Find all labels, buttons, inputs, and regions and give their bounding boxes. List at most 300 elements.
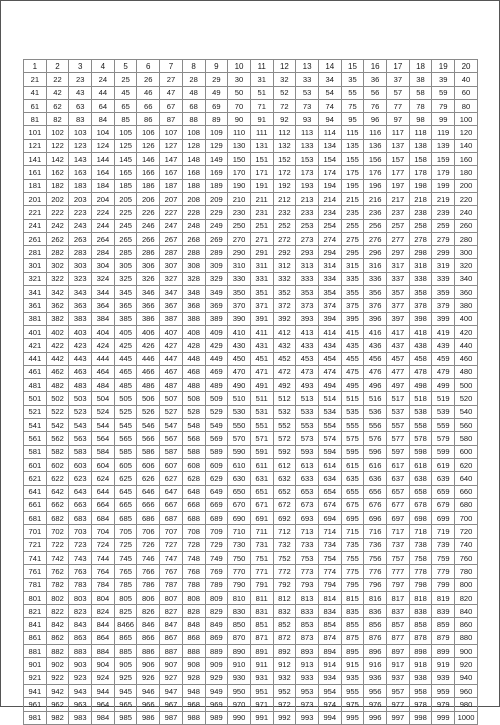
- number-cell: 104: [92, 126, 115, 139]
- number-cell: 971: [250, 698, 273, 711]
- number-cell: 404: [92, 325, 115, 338]
- number-cell: 214: [318, 192, 341, 205]
- number-cell: 838: [409, 605, 432, 618]
- number-cell: 612: [273, 458, 296, 471]
- number-cell: 425: [114, 339, 137, 352]
- number-cell: 908: [182, 658, 205, 671]
- number-cell: 216: [364, 192, 387, 205]
- number-cell: 491: [250, 379, 273, 392]
- number-cell: 563: [69, 432, 92, 445]
- number-cell: 413: [296, 325, 319, 338]
- number-cell: 530: [228, 405, 251, 418]
- number-cell: 398: [409, 312, 432, 325]
- number-cell: 402: [46, 325, 69, 338]
- number-cell: 486: [137, 379, 160, 392]
- number-cell: 431: [250, 339, 273, 352]
- grid-row: [24, 139, 478, 152]
- number-cell: 360: [455, 286, 478, 299]
- number-cell: 154: [318, 153, 341, 166]
- number-cell: 261: [24, 232, 47, 245]
- number-cell: 979: [432, 698, 455, 711]
- number-cell: 890: [228, 645, 251, 658]
- number-cell: 743: [69, 551, 92, 564]
- number-cell: 697: [387, 512, 410, 525]
- number-cell: 813: [296, 591, 319, 604]
- number-cell: 281: [24, 246, 47, 259]
- number-cell: 748: [182, 551, 205, 564]
- number-cell: 945: [114, 684, 137, 697]
- number-cell: 378: [409, 299, 432, 312]
- number-cell: 659: [432, 485, 455, 498]
- grid-row: [24, 419, 478, 432]
- number-cell: 793: [296, 578, 319, 591]
- number-cell: 747: [160, 551, 183, 564]
- number-cell: 571: [250, 432, 273, 445]
- number-cell: 357: [387, 286, 410, 299]
- number-cell: 376: [364, 299, 387, 312]
- number-cell: 133: [296, 139, 319, 152]
- number-cell: 170: [228, 166, 251, 179]
- number-cell: 463: [69, 365, 92, 378]
- number-cell: 177: [387, 166, 410, 179]
- number-cell: 98: [409, 113, 432, 126]
- number-cell: 511: [250, 392, 273, 405]
- number-cell: 368: [182, 299, 205, 312]
- number-cell: 315: [341, 259, 364, 272]
- grid-row: [24, 286, 478, 299]
- number-cell: 580: [455, 432, 478, 445]
- number-cell: 791: [250, 578, 273, 591]
- number-cell: 952: [273, 684, 296, 697]
- number-cell: 173: [296, 166, 319, 179]
- number-cell: 59: [432, 86, 455, 99]
- number-cell: 409: [205, 325, 228, 338]
- number-cell: 304: [92, 259, 115, 272]
- number-cell: 235: [341, 206, 364, 219]
- number-cell: 194: [318, 179, 341, 192]
- number-cell: 713: [296, 525, 319, 538]
- number-cell: 367: [160, 299, 183, 312]
- number-cell: 968: [182, 698, 205, 711]
- number-cell: 986: [137, 711, 160, 724]
- number-cell: 524: [92, 405, 115, 418]
- number-cell: 423: [69, 339, 92, 352]
- number-cell: 150: [228, 153, 251, 166]
- number-cell: 622: [46, 472, 69, 485]
- number-cell: 118: [409, 126, 432, 139]
- grid-body: [24, 60, 478, 725]
- number-cell: 238: [409, 206, 432, 219]
- number-cell: 384: [92, 312, 115, 325]
- number-cell: 244: [92, 219, 115, 232]
- number-cell: 338: [409, 272, 432, 285]
- number-cell: 974: [318, 698, 341, 711]
- number-cell: 677: [387, 498, 410, 511]
- number-cell: 637: [387, 472, 410, 485]
- number-cell: 672: [273, 498, 296, 511]
- number-cell: 289: [205, 246, 228, 259]
- number-cell: 347: [160, 286, 183, 299]
- number-cell: 266: [137, 232, 160, 245]
- number-cell: 278: [409, 232, 432, 245]
- number-cell: 253: [296, 219, 319, 232]
- number-cell: 13: [296, 60, 319, 73]
- number-cell: 932: [273, 671, 296, 684]
- number-cell: 998: [409, 711, 432, 724]
- number-cell: 893: [296, 645, 319, 658]
- number-cell: 197: [387, 179, 410, 192]
- number-cell: 334: [318, 272, 341, 285]
- number-cell: 148: [182, 153, 205, 166]
- number-cell: 139: [432, 139, 455, 152]
- number-cell: 850: [228, 618, 251, 631]
- number-cell: 872: [273, 631, 296, 644]
- number-cell: 490: [228, 379, 251, 392]
- number-cell: 800: [455, 578, 478, 591]
- grid-row: [24, 698, 478, 711]
- number-cell: 259: [432, 219, 455, 232]
- number-cell: 286: [137, 246, 160, 259]
- number-cell: 614: [318, 458, 341, 471]
- number-cell: 907: [160, 658, 183, 671]
- number-cell: 160: [455, 153, 478, 166]
- number-cell: 69: [205, 99, 228, 112]
- number-cell: 1: [24, 60, 47, 73]
- number-cell: 274: [318, 232, 341, 245]
- number-cell: 863: [69, 631, 92, 644]
- number-cell: 162: [46, 166, 69, 179]
- number-cell: 566: [137, 432, 160, 445]
- number-cell: 884: [92, 645, 115, 658]
- number-cell: 716: [364, 525, 387, 538]
- number-cell: 670: [228, 498, 251, 511]
- number-cell: 646: [137, 485, 160, 498]
- number-cell: 703: [69, 525, 92, 538]
- number-cell: 766: [137, 565, 160, 578]
- number-cell: 237: [387, 206, 410, 219]
- number-cell: 638: [409, 472, 432, 485]
- number-cell: 877: [387, 631, 410, 644]
- number-cell: 356: [364, 286, 387, 299]
- number-cell: 91: [250, 113, 273, 126]
- number-cell: 497: [387, 379, 410, 392]
- number-cell: 532: [273, 405, 296, 418]
- number-cell: 806: [137, 591, 160, 604]
- number-cell: 826: [137, 605, 160, 618]
- number-cell: 412: [273, 325, 296, 338]
- number-cell: 374: [318, 299, 341, 312]
- number-cell: 246: [137, 219, 160, 232]
- number-cell: 874: [318, 631, 341, 644]
- number-cell: 756: [364, 551, 387, 564]
- number-cell: 996: [364, 711, 387, 724]
- number-cell: 735: [341, 538, 364, 551]
- number-cell: 90: [228, 113, 251, 126]
- number-cell: 124: [92, 139, 115, 152]
- number-cell: 664: [92, 498, 115, 511]
- number-cell: 447: [160, 352, 183, 365]
- number-cell: 916: [364, 658, 387, 671]
- number-cell: 12: [273, 60, 296, 73]
- number-cell: 684: [92, 512, 115, 525]
- number-cell: 86: [137, 113, 160, 126]
- number-cell: 309: [205, 259, 228, 272]
- number-cell: 179: [432, 166, 455, 179]
- number-cell: 128: [182, 139, 205, 152]
- number-cell: 534: [318, 405, 341, 418]
- number-cell: 243: [69, 219, 92, 232]
- number-cell: 504: [92, 392, 115, 405]
- grid-row: [24, 339, 478, 352]
- number-cell: 954: [318, 684, 341, 697]
- number-cell: 810: [228, 591, 251, 604]
- number-cell: 728: [182, 538, 205, 551]
- number-cell: 900: [455, 645, 478, 658]
- number-cell: 93: [296, 113, 319, 126]
- number-cell: 683: [69, 512, 92, 525]
- number-cell: 981: [24, 711, 47, 724]
- number-cell: 330: [228, 272, 251, 285]
- number-cell: 373: [296, 299, 319, 312]
- grid-row: [24, 179, 478, 192]
- number-cell: 482: [46, 379, 69, 392]
- number-cell: 649: [205, 485, 228, 498]
- number-cell: 234: [318, 206, 341, 219]
- number-cell: 758: [409, 551, 432, 564]
- number-cell: 1000: [455, 711, 478, 724]
- number-cell: 949: [205, 684, 228, 697]
- number-cell: 783: [69, 578, 92, 591]
- number-cell: 166: [137, 166, 160, 179]
- number-cell: 298: [409, 246, 432, 259]
- number-cell: 562: [46, 432, 69, 445]
- number-cell: 201: [24, 192, 47, 205]
- number-cell: 287: [160, 246, 183, 259]
- number-cell: 760: [455, 551, 478, 564]
- number-cell: 687: [160, 512, 183, 525]
- number-cell: 835: [341, 605, 364, 618]
- number-cell: 464: [92, 365, 115, 378]
- number-cell: 161: [24, 166, 47, 179]
- number-cell: 79: [432, 99, 455, 112]
- number-cell: 475: [341, 365, 364, 378]
- number-cell: 606: [137, 458, 160, 471]
- number-cell: 293: [296, 246, 319, 259]
- number-cell: 721: [24, 538, 47, 551]
- number-cell: 892: [273, 645, 296, 658]
- number-cell: 942: [46, 684, 69, 697]
- number-cell: 764: [92, 565, 115, 578]
- number-cell: 106: [137, 126, 160, 139]
- number-cell: 225: [114, 206, 137, 219]
- number-cell: 332: [273, 272, 296, 285]
- number-cell: 956: [364, 684, 387, 697]
- number-cell: 224: [92, 206, 115, 219]
- number-cell: 794: [318, 578, 341, 591]
- grid-row: [24, 658, 478, 671]
- number-cell: 601: [24, 458, 47, 471]
- number-cell: 415: [341, 325, 364, 338]
- number-cell: 305: [114, 259, 137, 272]
- number-cell: 615: [341, 458, 364, 471]
- number-cell: 337: [387, 272, 410, 285]
- number-cell: 616: [364, 458, 387, 471]
- number-cell: 392: [273, 312, 296, 325]
- number-cell: 814: [318, 591, 341, 604]
- number-cell: 314: [318, 259, 341, 272]
- number-cell: 693: [296, 512, 319, 525]
- number-cell: 859: [432, 618, 455, 631]
- number-cell: 867: [160, 631, 183, 644]
- number-cell: 567: [160, 432, 183, 445]
- number-cell: 97: [387, 113, 410, 126]
- number-cell: 94: [318, 113, 341, 126]
- number-cell: 741: [24, 551, 47, 564]
- number-cell: 152: [273, 153, 296, 166]
- number-cell: 772: [273, 565, 296, 578]
- number-cell: 537: [387, 405, 410, 418]
- number-cell: 365: [114, 299, 137, 312]
- number-cell: 526: [137, 405, 160, 418]
- number-cell: 554: [318, 419, 341, 432]
- number-cell: 901: [24, 658, 47, 671]
- number-cell: 912: [273, 658, 296, 671]
- number-cell: 722: [46, 538, 69, 551]
- number-cell: 836: [364, 605, 387, 618]
- number-cell: 635: [341, 472, 364, 485]
- number-cell: 652: [273, 485, 296, 498]
- number-cell: 545: [114, 419, 137, 432]
- number-cell: 359: [432, 286, 455, 299]
- number-cell: 515: [341, 392, 364, 405]
- number-cell: 914: [318, 658, 341, 671]
- grid-row: [24, 565, 478, 578]
- number-cell: 385: [114, 312, 137, 325]
- number-cell: 633: [296, 472, 319, 485]
- number-cell: 49: [205, 86, 228, 99]
- number-cell: 474: [318, 365, 341, 378]
- number-cell: 627: [160, 472, 183, 485]
- number-cell: 887: [160, 645, 183, 658]
- number-cell: 445: [114, 352, 137, 365]
- number-cell: 630: [228, 472, 251, 485]
- number-cell: 517: [387, 392, 410, 405]
- number-cell: 706: [137, 525, 160, 538]
- number-cell: 364: [92, 299, 115, 312]
- number-cell: 809: [205, 591, 228, 604]
- number-cell: 358: [409, 286, 432, 299]
- number-cell: 865: [114, 631, 137, 644]
- number-cell: 702: [46, 525, 69, 538]
- number-cell: 146: [137, 153, 160, 166]
- number-cell: 973: [296, 698, 319, 711]
- number-cell: 209: [205, 192, 228, 205]
- number-cell: 331: [250, 272, 273, 285]
- number-cell: 717: [387, 525, 410, 538]
- number-cell: 658: [409, 485, 432, 498]
- grid-row: [24, 711, 478, 724]
- number-cell: 599: [432, 445, 455, 458]
- number-cell: 685: [114, 512, 137, 525]
- number-cell: 595: [341, 445, 364, 458]
- number-cell: 656: [364, 485, 387, 498]
- number-cell: 578: [409, 432, 432, 445]
- number-cell: 100: [455, 113, 478, 126]
- number-cell: 164: [92, 166, 115, 179]
- number-cell: 978: [409, 698, 432, 711]
- number-cell: 920: [455, 658, 478, 671]
- number-cell: 206: [137, 192, 160, 205]
- grid-row: [24, 512, 478, 525]
- number-cell: 977: [387, 698, 410, 711]
- number-cell: 586: [137, 445, 160, 458]
- number-cell: 403: [69, 325, 92, 338]
- number-cell: 151: [250, 153, 273, 166]
- number-cell: 439: [432, 339, 455, 352]
- number-cell: 902: [46, 658, 69, 671]
- number-cell: 640: [455, 472, 478, 485]
- number-cell: 265: [114, 232, 137, 245]
- number-cell: 598: [409, 445, 432, 458]
- number-cell: 574: [318, 432, 341, 445]
- number-cell: 295: [341, 246, 364, 259]
- number-cell: 187: [160, 179, 183, 192]
- number-cell: 539: [432, 405, 455, 418]
- number-cell: 970: [228, 698, 251, 711]
- number-cell: 752: [273, 551, 296, 564]
- number-cell: 450: [228, 352, 251, 365]
- number-cell: 583: [69, 445, 92, 458]
- number-cell: 88: [182, 113, 205, 126]
- number-cell: 317: [387, 259, 410, 272]
- number-cell: 27: [160, 73, 183, 86]
- number-cell: 825: [114, 605, 137, 618]
- number-cell: 159: [432, 153, 455, 166]
- number-cell: 42: [46, 86, 69, 99]
- number-cell: 466: [137, 365, 160, 378]
- number-cell: 922: [46, 671, 69, 684]
- number-cell: 536: [364, 405, 387, 418]
- number-cell: 388: [182, 312, 205, 325]
- number-cell: 691: [250, 512, 273, 525]
- number-cell: 940: [455, 671, 478, 684]
- number-cell: 951: [250, 684, 273, 697]
- number-cell: 323: [69, 272, 92, 285]
- number-cell: 282: [46, 246, 69, 259]
- number-cell: 500: [455, 379, 478, 392]
- number-cell: 421: [24, 339, 47, 352]
- number-cell: 625: [114, 472, 137, 485]
- number-cell: 869: [205, 631, 228, 644]
- number-cell: 84: [92, 113, 115, 126]
- number-cell: 597: [387, 445, 410, 458]
- number-cell: 461: [24, 365, 47, 378]
- number-cell: 993: [296, 711, 319, 724]
- number-cell: 881: [24, 645, 47, 658]
- number-cell: 778: [409, 565, 432, 578]
- number-cell: 921: [24, 671, 47, 684]
- number-cell: 807: [160, 591, 183, 604]
- number-cell: 40: [455, 73, 478, 86]
- number-cell: 851: [250, 618, 273, 631]
- number-cell: 292: [273, 246, 296, 259]
- number-cell: 880: [455, 631, 478, 644]
- number-cell: 589: [205, 445, 228, 458]
- number-cell: 252: [273, 219, 296, 232]
- number-cell: 594: [318, 445, 341, 458]
- number-cell: 967: [160, 698, 183, 711]
- number-cell: 773: [296, 565, 319, 578]
